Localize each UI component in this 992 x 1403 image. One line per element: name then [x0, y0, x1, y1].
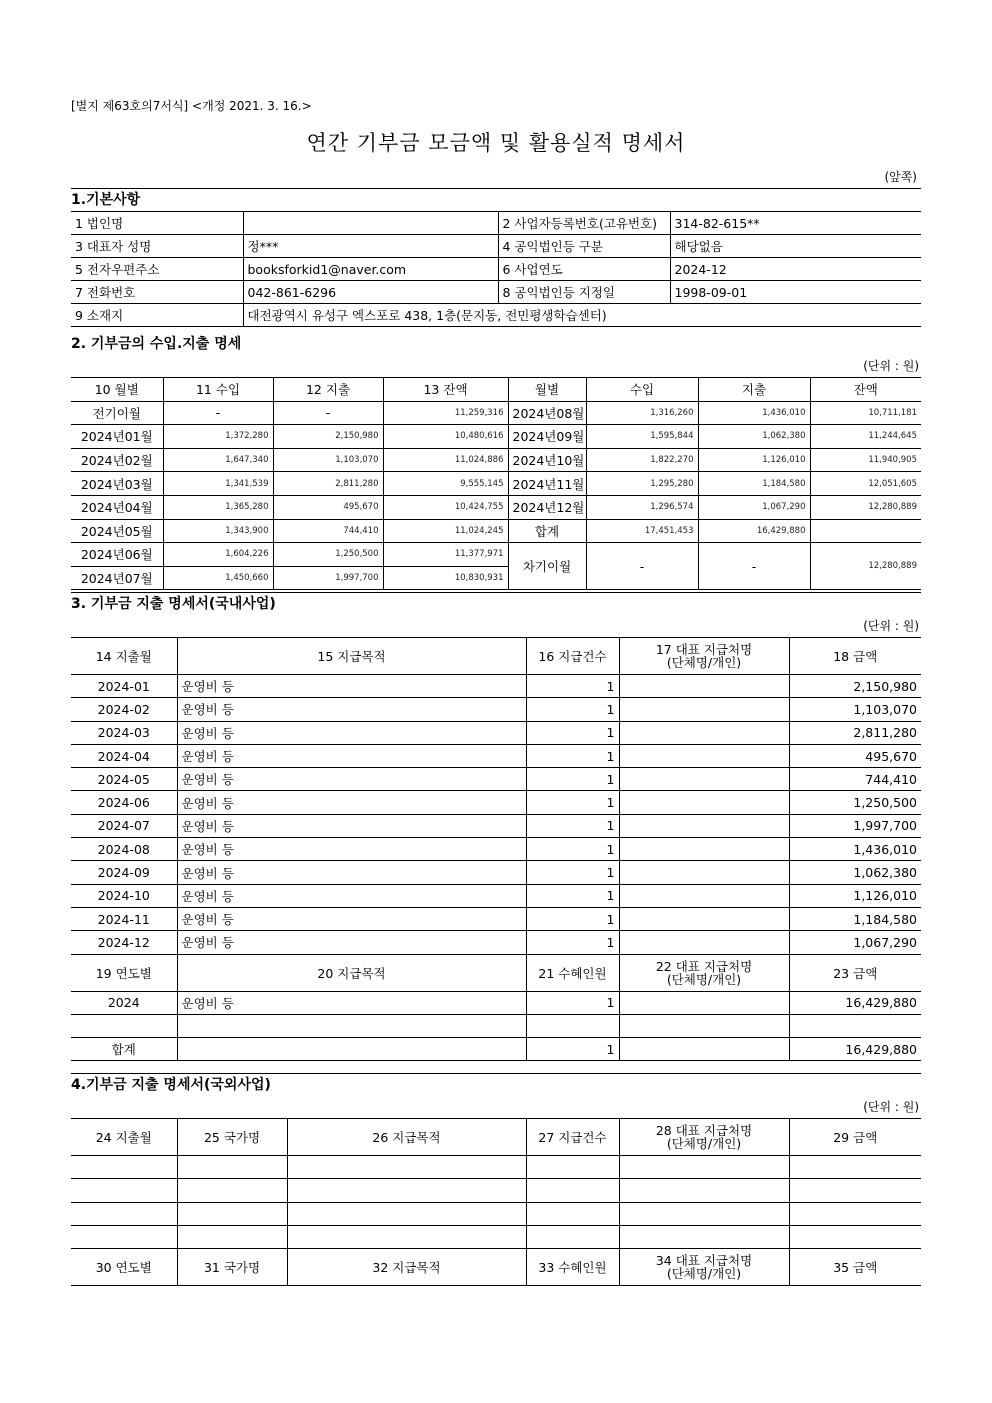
balance-cell: 10,480,616	[383, 425, 508, 449]
month-cell: 합계	[508, 519, 586, 543]
month-cell: 2024-12	[71, 931, 177, 954]
expense-row	[71, 884, 921, 907]
column-header: 26 지급목적	[287, 1119, 526, 1156]
info-row-address	[71, 304, 921, 327]
income-cell: 1,316,260	[586, 401, 698, 425]
purpose-cell	[177, 1014, 526, 1037]
month-cell: 2024-02	[71, 698, 177, 721]
field-value	[243, 212, 498, 235]
amount-cell: 1,062,380	[789, 861, 921, 884]
count-cell	[526, 1225, 619, 1248]
year-row	[71, 991, 921, 1014]
payee-cell	[619, 931, 789, 954]
column-header: 20 지급목적	[177, 954, 526, 991]
country-cell	[177, 1202, 287, 1225]
overseas-expense-table	[71, 1118, 921, 1286]
month-cell: 전기이월	[71, 401, 163, 425]
month-cell: 2024-04	[71, 744, 177, 767]
count-cell	[526, 1156, 619, 1179]
column-header: 27 지급건수	[526, 1119, 619, 1156]
amount-cell: 2,150,980	[789, 675, 921, 698]
balance-cell	[810, 519, 921, 543]
income-cell: 1,822,270	[586, 448, 698, 472]
month-cell: 2024년03월	[71, 472, 163, 496]
income-cell: -	[163, 401, 273, 425]
header-line: 34 대표 지급처명	[655, 1253, 753, 1269]
expense-row	[71, 791, 921, 814]
expense-cell: 1,997,700	[273, 566, 383, 590]
year-cell: 2024	[71, 991, 177, 1014]
amount-cell	[789, 1014, 921, 1037]
purpose-cell	[177, 1038, 526, 1061]
income-cell: 1,296,574	[586, 495, 698, 519]
income-cell: 1,595,844	[586, 425, 698, 449]
expense-cell: 1,126,010	[698, 448, 810, 472]
expense-row	[71, 814, 921, 837]
month-cell: 2024년08월	[508, 401, 586, 425]
header-row	[71, 1249, 921, 1286]
month-cell: 2024년11월	[508, 472, 586, 496]
balance-cell: 11,024,886	[383, 448, 508, 472]
month-cell: 2024년10월	[508, 448, 586, 472]
count-cell: 1	[526, 721, 619, 744]
count-cell: 1	[526, 698, 619, 721]
balance-cell: 11,377,971	[383, 543, 508, 567]
purpose-cell: 운영비 등	[177, 791, 526, 814]
field-label: 4 공익법인등 구분	[498, 235, 670, 258]
unit-label: (단위 : 원)	[863, 1100, 919, 1114]
column-header: 24 지출월	[71, 1119, 177, 1156]
address-value: 대전광역시 유성구 엑스포로 438, 1층(문지동, 전민평생학습센터)	[243, 304, 921, 327]
section-income-expense	[71, 333, 921, 590]
month-cell: 2024-10	[71, 884, 177, 907]
info-row	[71, 235, 921, 258]
expense-row	[71, 675, 921, 698]
info-row	[71, 258, 921, 281]
count-cell: 1	[526, 931, 619, 954]
income-cell: 1,647,340	[163, 448, 273, 472]
month-cell: 2024년06월	[71, 543, 163, 567]
header-row	[71, 1119, 921, 1156]
amount-cell	[789, 1202, 921, 1225]
count-cell: 1	[526, 675, 619, 698]
count-cell: 1	[526, 814, 619, 837]
payee-cell	[619, 1225, 789, 1248]
field-value: 1998-09-01	[670, 281, 921, 304]
purpose-cell	[287, 1156, 526, 1179]
field-label: 2 사업자등록번호(고유번호)	[498, 212, 670, 235]
info-row	[71, 212, 921, 235]
payee-cell	[619, 861, 789, 884]
column-header: 19 연도별	[71, 954, 177, 991]
payee-cell	[619, 1179, 789, 1202]
header-row	[71, 638, 921, 675]
purpose-cell	[287, 1202, 526, 1225]
balance-cell: 9,555,145	[383, 472, 508, 496]
balance-cell: 12,051,605	[810, 472, 921, 496]
month-row	[71, 472, 921, 496]
purpose-cell: 운영비 등	[177, 861, 526, 884]
purpose-cell: 운영비 등	[177, 907, 526, 930]
income-cell: 17,451,453	[586, 519, 698, 543]
form-number: [별지 제63호의7서식] <개정 2021. 3. 16.>	[71, 99, 312, 113]
year-cell	[71, 1014, 177, 1037]
month-cell: 2024-11	[71, 907, 177, 930]
total-label: 합계	[71, 1038, 177, 1061]
payee-cell	[619, 1156, 789, 1179]
month-row	[71, 519, 921, 543]
field-value: 해당없음	[670, 235, 921, 258]
payee-cell	[619, 791, 789, 814]
income-cell: 1,295,280	[586, 472, 698, 496]
income-cell: 1,341,539	[163, 472, 273, 496]
purpose-cell: 운영비 등	[177, 675, 526, 698]
field-label: 7 전화번호	[71, 281, 243, 304]
header-line: 28 대표 지급처명	[655, 1123, 753, 1138]
count-cell: 1	[526, 768, 619, 791]
expense-cell: 1,184,580	[698, 472, 810, 496]
month-cell	[71, 1179, 177, 1202]
field-label: 3 대표자 성명	[71, 235, 243, 258]
amount-cell: 1,250,500	[789, 791, 921, 814]
country-cell	[177, 1179, 287, 1202]
column-header: 25 국가명	[177, 1119, 287, 1156]
column-header: 10 월별	[71, 378, 163, 402]
income-cell: -	[586, 543, 698, 590]
balance-cell: 10,424,755	[383, 495, 508, 519]
expense-cell: 1,067,290	[698, 495, 810, 519]
amount-cell	[789, 1179, 921, 1202]
income-cell: 1,365,280	[163, 495, 273, 519]
column-header: 지출	[698, 378, 810, 402]
column-header: 35 금액	[789, 1249, 921, 1286]
amount-cell	[789, 1156, 921, 1179]
column-header: 잔액	[810, 378, 921, 402]
amount-cell: 1,067,290	[789, 931, 921, 954]
overseas-row	[71, 1179, 921, 1202]
header-line: 17 대표 지급처명	[655, 642, 753, 657]
expense-cell: 2,811,280	[273, 472, 383, 496]
purpose-cell	[287, 1225, 526, 1248]
column-header: 13 잔액	[383, 378, 508, 402]
payee-cell	[619, 721, 789, 744]
purpose-cell: 운영비 등	[177, 744, 526, 767]
section-basic-info	[71, 188, 921, 327]
column-header: 23 금액	[789, 954, 921, 991]
overseas-row	[71, 1202, 921, 1225]
section-overseas-expense	[71, 1073, 921, 1286]
amount-cell: 744,410	[789, 768, 921, 791]
header-line: 22 대표 지급처명	[655, 958, 753, 974]
expense-cell: 2,150,980	[273, 425, 383, 449]
count-cell: 1	[526, 744, 619, 767]
amount-cell: 1,126,010	[789, 884, 921, 907]
month-cell: 2024년01월	[71, 425, 163, 449]
count-cell: 1	[526, 861, 619, 884]
amount-cell: 495,670	[789, 744, 921, 767]
month-cell	[71, 1225, 177, 1248]
expense-row	[71, 861, 921, 884]
month-cell: 2024-03	[71, 721, 177, 744]
month-row	[71, 495, 921, 519]
month-cell: 2024년07월	[71, 566, 163, 590]
amount-cell: 1,103,070	[789, 698, 921, 721]
purpose-cell: 운영비 등	[177, 991, 526, 1014]
unit-label: (단위 : 원)	[863, 359, 919, 373]
expense-cell: -	[273, 401, 383, 425]
purpose-cell	[287, 1179, 526, 1202]
amount-cell: 16,429,880	[789, 991, 921, 1014]
header-subline: (단체명/개인)	[666, 1136, 742, 1151]
column-header: 33 수혜인원	[526, 1249, 619, 1286]
header-row	[71, 954, 921, 991]
field-label: 1 법인명	[71, 212, 243, 235]
amount-cell: 16,429,880	[789, 1038, 921, 1061]
expense-cell: 16,429,880	[698, 519, 810, 543]
count-cell: 1	[526, 991, 619, 1014]
month-cell: 2024-05	[71, 768, 177, 791]
month-cell: 2024년05월	[71, 519, 163, 543]
column-header: 31 국가명	[177, 1249, 287, 1286]
payee-cell	[619, 675, 789, 698]
expense-row	[71, 907, 921, 930]
payee-cell	[619, 1202, 789, 1225]
month-row	[71, 425, 921, 449]
payee-cell	[619, 838, 789, 861]
column-header: 15 지급목적	[177, 638, 526, 675]
field-label: 5 전자우편주소	[71, 258, 243, 281]
page-title: 연간 기부금 모금액 및 활용실적 명세서	[306, 131, 686, 155]
income-cell: 1,604,226	[163, 543, 273, 567]
amount-cell: 1,184,580	[789, 907, 921, 930]
field-value: booksforkid1@naver.com	[243, 258, 498, 281]
count-cell: 1	[526, 1038, 619, 1061]
month-cell: 2024년04월	[71, 495, 163, 519]
expense-cell: 495,670	[273, 495, 383, 519]
field-value: 정***	[243, 235, 498, 258]
balance-cell: 10,711,181	[810, 401, 921, 425]
unit-label: (단위 : 원)	[863, 619, 919, 633]
month-cell: 2024-06	[71, 791, 177, 814]
column-header: 32 지급목적	[287, 1249, 526, 1286]
country-cell	[177, 1156, 287, 1179]
expense-cell: 744,410	[273, 519, 383, 543]
payee-cell	[619, 768, 789, 791]
expense-row	[71, 768, 921, 791]
header-subline: (단체명/개인)	[666, 971, 742, 987]
overseas-row	[71, 1225, 921, 1248]
column-header: 30 연도별	[71, 1249, 177, 1286]
month-cell: 2024년12월	[508, 495, 586, 519]
expense-row	[71, 838, 921, 861]
field-label: 9 소재지	[71, 304, 243, 327]
payee-cell	[619, 698, 789, 721]
count-cell: 1	[526, 838, 619, 861]
expense-cell: 1,103,070	[273, 448, 383, 472]
amount-cell: 2,811,280	[789, 721, 921, 744]
expense-row	[71, 931, 921, 954]
expense-row	[71, 698, 921, 721]
header-subline: (단체명/개인)	[666, 655, 742, 670]
expense-cell: 1,062,380	[698, 425, 810, 449]
column-header: 16 지급건수	[526, 638, 619, 675]
month-row	[71, 543, 921, 567]
month-cell	[71, 1202, 177, 1225]
column-header: 11 수입	[163, 378, 273, 402]
section-title: 2. 기부금의 수입.지출 명세	[71, 336, 242, 352]
balance-cell: 11,244,645	[810, 425, 921, 449]
count-cell	[526, 1179, 619, 1202]
income-expense-table	[71, 377, 921, 590]
balance-cell: 11,024,245	[383, 519, 508, 543]
payee-cell	[619, 1014, 789, 1037]
amount-cell: 1,436,010	[789, 838, 921, 861]
year-row	[71, 1014, 921, 1037]
month-cell: 2024년02월	[71, 448, 163, 472]
balance-cell: 12,280,889	[810, 543, 921, 590]
purpose-cell: 운영비 등	[177, 884, 526, 907]
month-cell	[71, 1156, 177, 1179]
amount-cell: 1,997,700	[789, 814, 921, 837]
balance-cell: 10,830,931	[383, 566, 508, 590]
payee-cell	[619, 884, 789, 907]
payee-cell	[619, 1038, 789, 1061]
income-cell: 1,450,660	[163, 566, 273, 590]
field-label: 8 공익법인등 지정일	[498, 281, 670, 304]
column-header	[619, 1119, 789, 1156]
column-header: 월별	[508, 378, 586, 402]
count-cell	[526, 1014, 619, 1037]
column-header: 12 지출	[273, 378, 383, 402]
count-cell: 1	[526, 791, 619, 814]
header-subline: (단체명/개인)	[666, 1266, 742, 1282]
field-label: 6 사업연도	[498, 258, 670, 281]
purpose-cell: 운영비 등	[177, 768, 526, 791]
column-header: 14 지출월	[71, 638, 177, 675]
field-value: 314-82-615**	[670, 212, 921, 235]
column-header	[619, 954, 789, 991]
carry-forward-label: 차기이월	[508, 543, 586, 590]
expense-row	[71, 744, 921, 767]
count-cell	[526, 1202, 619, 1225]
column-header: 29 금액	[789, 1119, 921, 1156]
month-row	[71, 448, 921, 472]
month-cell: 2024-08	[71, 838, 177, 861]
purpose-cell: 운영비 등	[177, 721, 526, 744]
section-title: 4.기부금 지출 명세서(국외사업)	[71, 1073, 921, 1096]
country-cell	[177, 1225, 287, 1248]
count-cell: 1	[526, 907, 619, 930]
expense-row	[71, 721, 921, 744]
column-header: 21 수혜인원	[526, 954, 619, 991]
column-header	[619, 1249, 789, 1286]
column-header: 18 금액	[789, 638, 921, 675]
purpose-cell: 운영비 등	[177, 838, 526, 861]
field-value: 2024-12	[670, 258, 921, 281]
balance-cell: 11,259,316	[383, 401, 508, 425]
purpose-cell: 운영비 등	[177, 931, 526, 954]
header-row	[71, 378, 921, 402]
column-header: 수입	[586, 378, 698, 402]
balance-cell: 12,280,889	[810, 495, 921, 519]
section-title: 1.기본사항	[71, 188, 921, 211]
expense-cell: -	[698, 543, 810, 590]
total-row	[71, 1038, 921, 1061]
expense-cell: 1,250,500	[273, 543, 383, 567]
month-row	[71, 401, 921, 425]
page-side-label: (앞쪽)	[884, 170, 917, 184]
income-cell: 1,372,280	[163, 425, 273, 449]
count-cell: 1	[526, 884, 619, 907]
expense-cell: 1,436,010	[698, 401, 810, 425]
payee-cell	[619, 991, 789, 1014]
month-cell: 2024년09월	[508, 425, 586, 449]
overseas-row	[71, 1156, 921, 1179]
field-value: 042-861-6296	[243, 281, 498, 304]
purpose-cell: 운영비 등	[177, 814, 526, 837]
column-header	[619, 638, 789, 675]
domestic-expense-table	[71, 637, 921, 1061]
income-cell: 1,343,900	[163, 519, 273, 543]
balance-cell: 11,940,905	[810, 448, 921, 472]
section-domestic-expense	[71, 592, 921, 1061]
amount-cell	[789, 1225, 921, 1248]
info-row	[71, 281, 921, 304]
purpose-cell: 운영비 등	[177, 698, 526, 721]
month-cell: 2024-09	[71, 861, 177, 884]
section-title: 3. 기부금 지출 명세서(국내사업)	[71, 592, 921, 615]
payee-cell	[619, 814, 789, 837]
month-cell: 2024-07	[71, 814, 177, 837]
payee-cell	[619, 744, 789, 767]
payee-cell	[619, 907, 789, 930]
basic-info-table	[71, 211, 921, 327]
month-cell: 2024-01	[71, 675, 177, 698]
